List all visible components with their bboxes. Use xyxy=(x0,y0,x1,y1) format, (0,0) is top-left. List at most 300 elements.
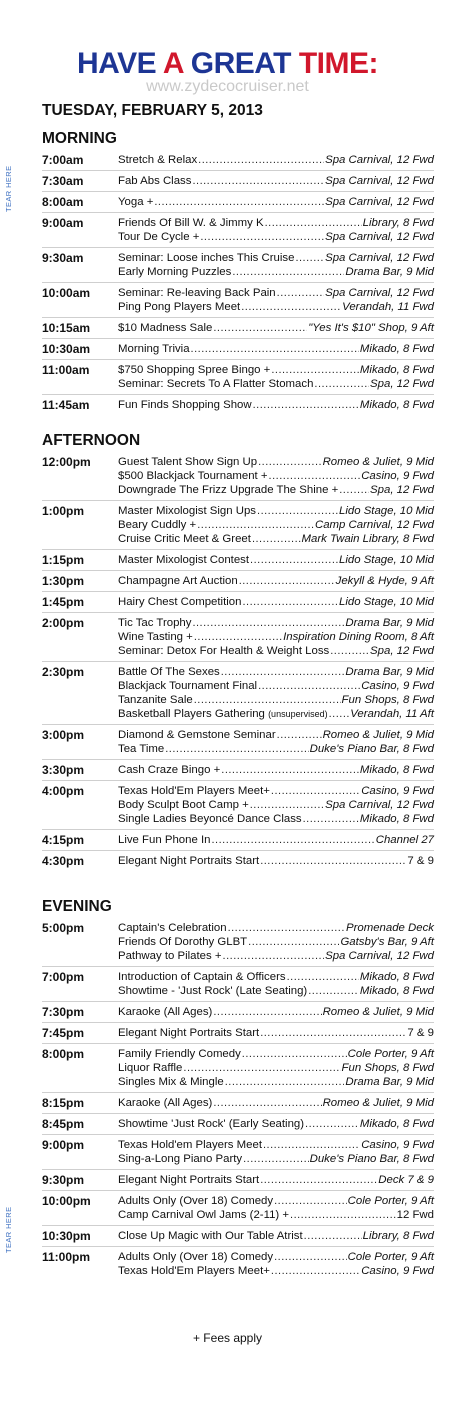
slot-events xyxy=(118,616,434,658)
event-name xyxy=(118,1264,270,1278)
section-afternoon xyxy=(42,430,434,871)
slot-events xyxy=(118,921,434,963)
event-name xyxy=(118,812,302,826)
time-slot xyxy=(42,1135,434,1170)
event-location: Drama Bar, 9 Mid xyxy=(345,266,434,278)
dot-leader xyxy=(265,216,362,230)
dot-leader xyxy=(200,230,324,244)
event-name xyxy=(118,363,270,377)
event-name-text: Sing-a-Long Piano Party xyxy=(118,1153,243,1165)
event-location: 7 & 9 xyxy=(407,855,434,867)
time-slot xyxy=(42,501,434,550)
event-location: Mikado, 8 Fwd xyxy=(359,1118,434,1130)
time-slot xyxy=(42,571,434,592)
slot-time: 7:30am xyxy=(42,174,84,188)
event-location: Lido Stage, 10 Mid xyxy=(339,505,434,517)
slot-time: 1:00pm xyxy=(42,504,85,518)
event-location: Library, 8 Fwd xyxy=(362,1230,434,1242)
event-name-text: Cruise Critic Meet & Greet xyxy=(118,533,251,545)
event-location: Fun Shops, 8 Fwd xyxy=(341,1062,434,1074)
event-name-text: Ping Pong Players Meet xyxy=(118,301,241,313)
dot-leader xyxy=(257,504,338,518)
dot-leader xyxy=(308,984,359,998)
section-evening xyxy=(42,896,434,1281)
event-location: Library, 8 Fwd xyxy=(362,217,434,229)
event-line xyxy=(118,630,434,644)
event-location: Fun Shops, 8 Fwd xyxy=(341,694,434,706)
slot-time: 9:00pm xyxy=(42,1138,85,1152)
slot-time: 7:30pm xyxy=(42,1005,85,1019)
event-line xyxy=(118,707,434,721)
event-name xyxy=(118,230,199,244)
event-name xyxy=(118,300,240,314)
time-slot xyxy=(42,830,434,851)
event-location: Lido Stage, 10 Mid xyxy=(339,596,434,608)
event-line xyxy=(118,455,434,469)
dot-leader xyxy=(277,728,322,742)
dot-leader xyxy=(253,398,359,412)
dot-leader xyxy=(197,518,314,532)
event-name-text: Early Morning Puzzles xyxy=(118,266,232,278)
event-location: Mikado, 8 Fwd xyxy=(359,985,434,997)
dot-leader xyxy=(194,693,341,707)
dot-leader xyxy=(250,553,338,567)
slot-time: 8:45pm xyxy=(42,1117,85,1131)
event-location: Promenade Deck xyxy=(345,922,434,934)
dot-leader xyxy=(260,854,406,868)
dot-leader xyxy=(242,595,338,609)
event-name-text: Camp Carnival Owl Jams (2-11) + xyxy=(118,1209,290,1221)
slot-time: 7:45pm xyxy=(42,1026,85,1040)
event-location: Casino, 9 Fwd xyxy=(361,470,434,482)
slot-events xyxy=(118,595,434,609)
event-name-text: Beary Cuddly + xyxy=(118,519,197,531)
event-name xyxy=(118,469,268,483)
event-name xyxy=(118,728,276,742)
event-location: Casino, 9 Fwd xyxy=(361,785,434,797)
time-slot xyxy=(42,1170,434,1191)
event-name xyxy=(118,1152,242,1166)
slot-time: 5:00pm xyxy=(42,921,85,935)
event-location: 12 Fwd xyxy=(396,1209,434,1221)
event-location: Spa Carnival, 12 Fwd xyxy=(325,196,434,208)
event-line xyxy=(118,1005,434,1019)
watermark: www.zydecocruiser.net xyxy=(146,78,309,95)
event-line xyxy=(118,763,434,777)
time-slot xyxy=(42,613,434,662)
event-location: Mikado, 8 Fwd xyxy=(359,343,434,355)
event-location: Deck 7 & 9 xyxy=(378,1174,434,1186)
dot-leader xyxy=(258,679,360,693)
slot-events xyxy=(118,763,434,777)
event-name-text: Tea Time xyxy=(118,743,165,755)
event-name-text: Tanzanite Sale xyxy=(118,694,193,706)
event-name-text: $10 Madness Sale xyxy=(118,322,213,334)
slot-time: 1:30pm xyxy=(42,574,85,588)
event-line xyxy=(118,1229,434,1243)
event-location: Cole Porter, 9 Aft xyxy=(347,1251,434,1263)
dot-leader xyxy=(243,1152,309,1166)
time-slot xyxy=(42,760,434,781)
event-name xyxy=(118,1075,224,1089)
time-slot xyxy=(42,662,434,725)
slot-events xyxy=(118,784,434,826)
event-name xyxy=(118,1229,303,1243)
event-name-text: Family Friendly Comedy xyxy=(118,1048,241,1060)
event-location: Spa Carnival, 12 Fwd xyxy=(325,252,434,264)
slot-time: 12:00pm xyxy=(42,455,91,469)
slot-events xyxy=(118,504,434,546)
event-name xyxy=(118,595,241,609)
section-morning xyxy=(42,128,434,415)
event-name-text: Close Up Magic with Our Table Atrist xyxy=(118,1230,303,1242)
event-line xyxy=(118,532,434,546)
event-name-text: Tic Tac Trophy xyxy=(118,617,192,629)
event-name xyxy=(118,174,191,188)
slot-time: 10:00am xyxy=(42,286,91,300)
event-name xyxy=(118,679,257,693)
dot-leader xyxy=(290,1208,396,1222)
event-line xyxy=(118,693,434,707)
slot-events xyxy=(118,854,434,868)
event-name-text: Cash Craze Bingo + xyxy=(118,764,221,776)
event-line xyxy=(118,595,434,609)
title-word: A xyxy=(162,47,183,80)
event-name xyxy=(118,553,249,567)
time-slot xyxy=(42,1247,434,1281)
dot-leader xyxy=(329,707,350,721)
event-name-text: Basketball Players Gathering xyxy=(118,708,265,720)
slot-time: 8:00am xyxy=(42,195,84,209)
slot-time: 2:00pm xyxy=(42,616,85,630)
event-location: Inspiration Dining Room, 8 Aft xyxy=(283,631,434,643)
event-name xyxy=(118,616,191,630)
event-location: Spa Carnival, 12 Fwd xyxy=(325,175,434,187)
event-name-text: Wine Tasting + xyxy=(118,631,193,643)
time-slot xyxy=(42,725,434,760)
slot-events xyxy=(118,321,434,335)
dot-leader xyxy=(250,798,324,812)
event-name-text: Texas Hold'Em Players Meet+ xyxy=(118,785,270,797)
event-name-text: Showtime 'Just Rock' (Early Seating) xyxy=(118,1118,305,1130)
event-name xyxy=(118,342,190,356)
event-name xyxy=(118,1096,212,1110)
event-line xyxy=(118,1096,434,1110)
event-location: Romeo & Juliet, 9 Mid xyxy=(322,1006,434,1018)
time-slot xyxy=(42,339,434,360)
time-slot xyxy=(42,1226,434,1247)
dot-leader xyxy=(192,174,324,188)
event-name-text: Karaoke (All Ages) xyxy=(118,1006,213,1018)
event-name-text: Seminar: Re-leaving Back Pain xyxy=(118,287,276,299)
dot-leader xyxy=(213,1096,321,1110)
slot-time: 9:30pm xyxy=(42,1173,85,1187)
event-line xyxy=(118,921,434,935)
slot-time: 8:15pm xyxy=(42,1096,85,1110)
event-line xyxy=(118,469,434,483)
event-location: Spa, 12 Fwd xyxy=(370,378,434,390)
slot-events xyxy=(118,833,434,847)
event-location: Drama Bar, 9 Mid xyxy=(345,617,434,629)
slot-time: 9:30am xyxy=(42,251,84,265)
event-name xyxy=(118,1138,262,1152)
slot-time: 4:00pm xyxy=(42,784,85,798)
event-location: Cole Porter, 9 Aft xyxy=(347,1195,434,1207)
event-line xyxy=(118,1075,434,1089)
event-name-text: Guest Talent Show Sign Up xyxy=(118,456,258,468)
tear-here-label: TEAR HERE xyxy=(4,1206,13,1253)
dot-leader xyxy=(330,644,369,658)
time-slot xyxy=(42,967,434,1002)
slot-events xyxy=(118,455,434,497)
dot-leader xyxy=(271,363,359,377)
slot-time: 3:00pm xyxy=(42,728,85,742)
event-name xyxy=(118,630,193,644)
dot-leader xyxy=(277,286,324,300)
dot-leader xyxy=(221,763,359,777)
event-location: Romeo & Juliet, 9 Mid xyxy=(322,729,434,741)
event-line xyxy=(118,1117,434,1131)
event-name-text: Friends Of Bill W. & Jimmy K xyxy=(118,217,264,229)
dot-leader xyxy=(165,742,308,756)
event-name xyxy=(118,504,256,518)
slot-events xyxy=(118,398,434,412)
dot-leader xyxy=(260,1173,377,1187)
time-slot xyxy=(42,150,434,171)
event-line xyxy=(118,342,434,356)
event-name xyxy=(118,195,153,209)
event-line xyxy=(118,1173,434,1187)
dot-leader xyxy=(239,574,335,588)
dot-leader xyxy=(269,469,361,483)
event-name xyxy=(118,1117,304,1131)
event-line xyxy=(118,644,434,658)
time-slot xyxy=(42,395,434,415)
event-line xyxy=(118,742,434,756)
time-slot xyxy=(42,1114,434,1135)
event-line xyxy=(118,728,434,742)
dot-leader xyxy=(221,665,345,679)
schedule-date: TUESDAY, FEBRUARY 5, 2013 xyxy=(42,102,263,119)
event-name-text: Friends Of Dorothy GLBT xyxy=(118,936,248,948)
dot-leader xyxy=(295,251,324,265)
time-slot xyxy=(42,1191,434,1226)
event-name xyxy=(118,707,328,721)
event-name xyxy=(118,286,276,300)
dot-leader xyxy=(154,195,324,209)
event-name-text: Tour De Cycle + xyxy=(118,231,200,243)
dot-leader xyxy=(287,970,359,984)
event-location: Gatsby's Bar, 9 Aft xyxy=(340,936,434,948)
event-name-text: Showtime - 'Just Rock' (Late Seating) xyxy=(118,985,308,997)
slot-events xyxy=(118,363,434,391)
event-name-text: Single Ladies Beyoncé Dance Class xyxy=(118,813,302,825)
event-location: Casino, 9 Fwd xyxy=(361,680,434,692)
event-name xyxy=(118,1194,273,1208)
dot-leader xyxy=(305,1117,359,1131)
event-location: Duke's Piano Bar, 8 Fwd xyxy=(309,743,434,755)
event-location: Cole Porter, 9 Aft xyxy=(347,1048,434,1060)
event-name xyxy=(118,1047,241,1061)
event-location: Jekyll & Hyde, 9 Aft xyxy=(335,575,434,587)
slot-events xyxy=(118,195,434,209)
slot-time: 4:30pm xyxy=(42,854,85,868)
event-name-text: Karaoke (All Ages) xyxy=(118,1097,213,1109)
event-name-text: Adults Only (Over 18) Comedy xyxy=(118,1251,274,1263)
dot-leader xyxy=(274,1194,347,1208)
slot-events xyxy=(118,1096,434,1110)
event-name-text: Fun Finds Shopping Show xyxy=(118,399,252,411)
event-line xyxy=(118,265,434,279)
time-slot xyxy=(42,1023,434,1044)
time-slot xyxy=(42,213,434,248)
event-name xyxy=(118,455,257,469)
event-name-suffix: (unsupervised) xyxy=(268,709,328,719)
section-title: MORNING xyxy=(42,130,117,147)
dot-leader xyxy=(192,616,344,630)
slot-time: 11:00pm xyxy=(42,1250,91,1264)
dot-leader xyxy=(194,630,282,644)
dot-leader xyxy=(314,377,369,391)
dot-leader xyxy=(241,300,341,314)
event-name-text: Pathway to Pilates + xyxy=(118,950,222,962)
event-location: Spa, 12 Fwd xyxy=(370,645,434,657)
event-line xyxy=(118,1194,434,1208)
slot-events xyxy=(118,553,434,567)
slot-time: 3:30pm xyxy=(42,763,85,777)
dot-leader xyxy=(303,812,359,826)
dot-leader xyxy=(242,1047,347,1061)
slot-time: 9:00am xyxy=(42,216,84,230)
event-line xyxy=(118,1026,434,1040)
slot-time: 7:00am xyxy=(42,153,84,167)
event-name-text: Yoga + xyxy=(118,196,154,208)
event-name xyxy=(118,532,251,546)
event-location: Spa Carnival, 12 Fwd xyxy=(325,950,434,962)
slot-events xyxy=(118,1250,434,1278)
time-slot xyxy=(42,550,434,571)
time-slot xyxy=(42,360,434,395)
event-location: Mikado, 8 Fwd xyxy=(359,764,434,776)
title-word: GREAT xyxy=(190,47,292,80)
slot-events xyxy=(118,286,434,314)
event-name xyxy=(118,483,338,497)
event-location: Spa Carnival, 12 Fwd xyxy=(325,154,434,166)
slot-time: 1:15pm xyxy=(42,553,85,567)
dot-leader xyxy=(339,483,369,497)
event-name-text: Elegant Night Portraits Start xyxy=(118,855,260,867)
event-name xyxy=(118,321,212,335)
event-name xyxy=(118,693,193,707)
event-line xyxy=(118,300,434,314)
event-line xyxy=(118,483,434,497)
dot-leader xyxy=(258,455,321,469)
event-name xyxy=(118,251,294,265)
event-name-text: Adults Only (Over 18) Comedy xyxy=(118,1195,274,1207)
event-line xyxy=(118,1264,434,1278)
event-name xyxy=(118,574,238,588)
event-line xyxy=(118,574,434,588)
event-line xyxy=(118,1208,434,1222)
slot-time: 10:00pm xyxy=(42,1194,91,1208)
event-location: Mikado, 8 Fwd xyxy=(359,813,434,825)
slot-time: 10:15am xyxy=(42,321,91,335)
slot-events xyxy=(118,1026,434,1040)
dot-leader xyxy=(213,321,307,335)
event-name xyxy=(118,921,227,935)
event-line xyxy=(118,286,434,300)
event-name-text: Seminar: Loose inches This Cruise xyxy=(118,252,295,264)
slot-events xyxy=(118,970,434,998)
slot-events xyxy=(118,1047,434,1089)
event-line xyxy=(118,665,434,679)
event-location: Drama Bar, 9 Mid xyxy=(345,1076,434,1088)
event-line xyxy=(118,518,434,532)
slot-events xyxy=(118,665,434,721)
time-slot xyxy=(42,192,434,213)
event-line xyxy=(118,377,434,391)
event-name xyxy=(118,265,231,279)
event-name-text: Live Fun Phone In xyxy=(118,834,211,846)
slot-time: 10:30pm xyxy=(42,1229,91,1243)
event-name-text: $750 Shopping Spree Bingo + xyxy=(118,364,271,376)
slot-time: 2:30pm xyxy=(42,665,85,679)
dot-leader xyxy=(271,1264,360,1278)
slot-events xyxy=(118,574,434,588)
event-name xyxy=(118,935,247,949)
slot-events xyxy=(118,728,434,756)
event-name-text: $500 Blackjack Tournament + xyxy=(118,470,268,482)
event-line xyxy=(118,230,434,244)
event-line xyxy=(118,363,434,377)
event-line xyxy=(118,1152,434,1166)
event-name xyxy=(118,644,329,658)
event-line xyxy=(118,398,434,412)
event-name-text: Stretch & Relax xyxy=(118,154,198,166)
event-line xyxy=(118,553,434,567)
event-name xyxy=(118,854,259,868)
slot-time: 7:00pm xyxy=(42,970,85,984)
time-slot xyxy=(42,1002,434,1023)
dot-leader xyxy=(191,342,359,356)
dot-leader xyxy=(223,949,325,963)
event-location: Mikado, 8 Fwd xyxy=(359,399,434,411)
event-name xyxy=(118,1005,212,1019)
event-name xyxy=(118,763,220,777)
event-name-text: Champagne Art Auction xyxy=(118,575,238,587)
title-word: HAVE xyxy=(76,47,157,80)
slot-events xyxy=(118,1173,434,1187)
event-line xyxy=(118,251,434,265)
slot-time: 11:00am xyxy=(42,363,90,377)
event-line xyxy=(118,833,434,847)
event-location: Spa Carnival, 12 Fwd xyxy=(325,287,434,299)
event-line xyxy=(118,984,434,998)
time-slot xyxy=(42,851,434,871)
dot-leader xyxy=(252,532,301,546)
event-location: Spa, 12 Fwd xyxy=(370,484,434,496)
slot-events xyxy=(118,174,434,188)
event-name-text: Seminar: Detox For Health & Weight Loss xyxy=(118,645,330,657)
page-title xyxy=(0,46,455,82)
event-name xyxy=(118,984,307,998)
time-slot xyxy=(42,248,434,283)
event-name xyxy=(118,377,313,391)
event-location: Mark Twain Library, 8 Fwd xyxy=(301,533,434,545)
event-location: Romeo & Juliet, 9 Mid xyxy=(322,456,434,468)
time-slot xyxy=(42,171,434,192)
event-name-text: Captain's Celebration xyxy=(118,922,227,934)
